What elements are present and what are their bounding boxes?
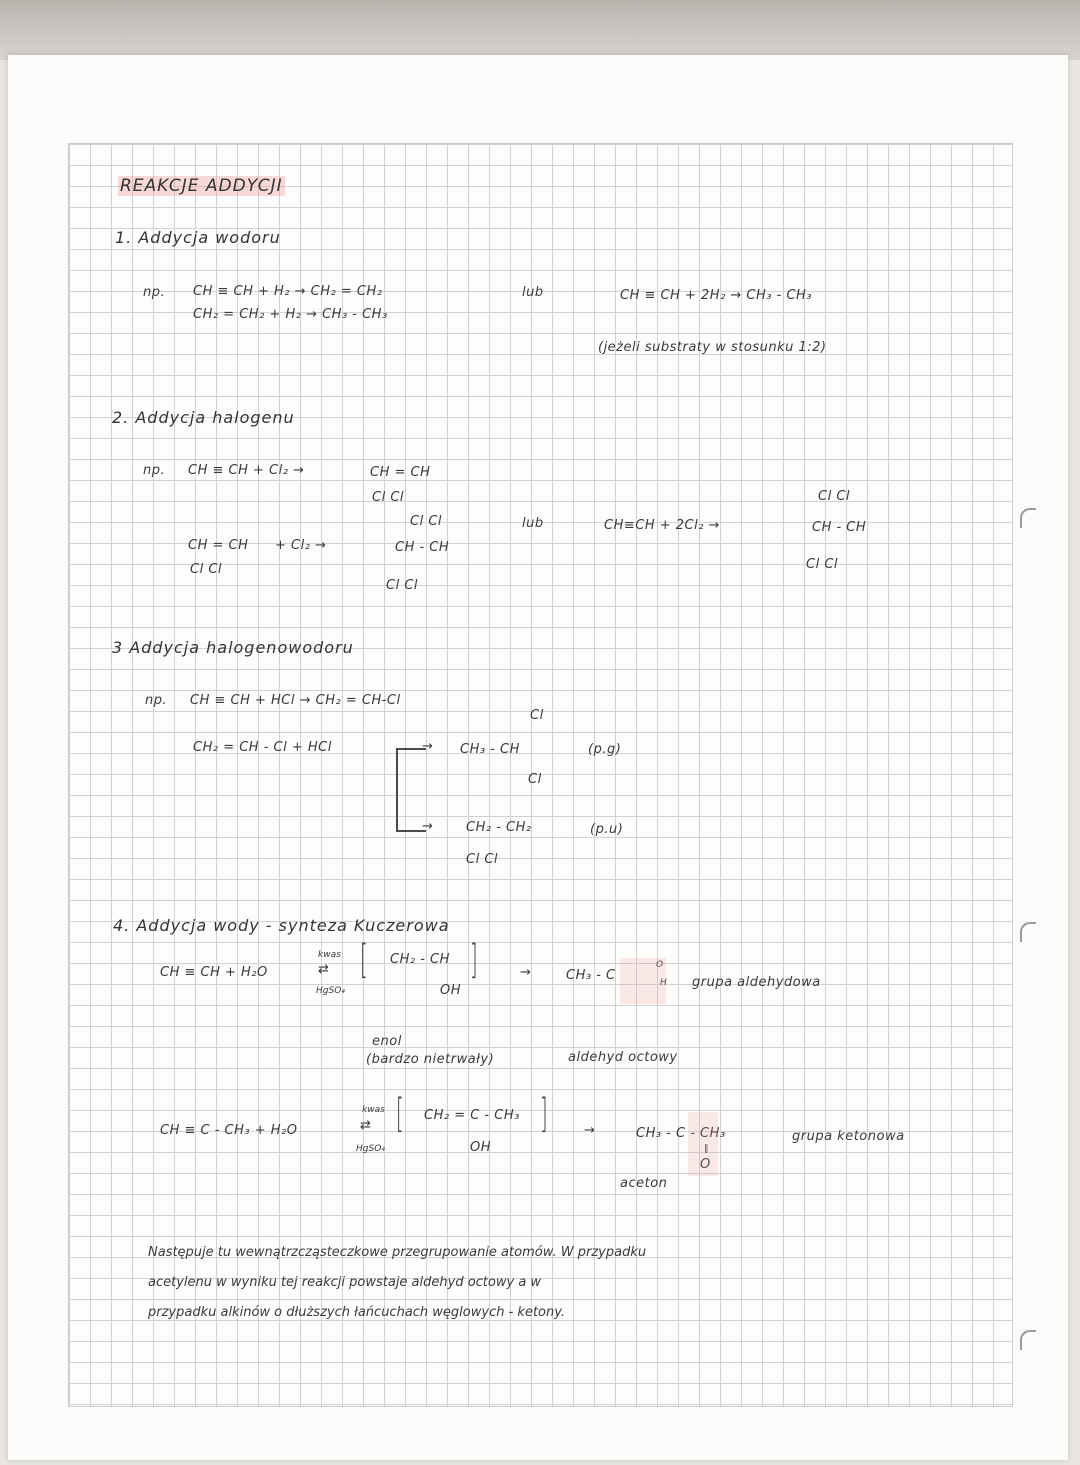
- sec2-eq1-product: CH = CH: [370, 465, 431, 480]
- sec4-eq1-left: CH ≡ CH + H₂O: [160, 965, 268, 980]
- sec2-eq2-product: CH - CH: [395, 540, 450, 555]
- sec4-product1-h: H: [660, 978, 667, 988]
- section-3-heading: 3 Addycja halogenowodoru: [112, 638, 354, 657]
- sec2-eq2-left: CH = CH: [188, 538, 249, 553]
- bracket-left-icon: [: [359, 937, 368, 983]
- sec2-np: np.: [143, 463, 166, 478]
- aldehyde-group-highlight: [620, 958, 666, 1004]
- page-title: REAKCJE ADDYCJI: [120, 176, 283, 196]
- sec4-enol1-oh: OH: [440, 983, 462, 998]
- summary-line-2: acetylenu w wyniku tej reakcji powstaje aldehyd octowy a w: [148, 1275, 542, 1290]
- sec2-eq2-plus: + Cl₂ →: [275, 538, 327, 553]
- sec2-alt-product-bottom: Cl Cl: [806, 557, 839, 572]
- sec2-alt-product: CH - CH: [812, 520, 867, 535]
- sec1-eq2: CH₂ = CH₂ + H₂ → CH₃ - CH₃: [193, 307, 388, 322]
- sec3-product1-note: (p.g): [588, 742, 622, 757]
- sec4-equilibrium-arrow-2: ⇄: [360, 1118, 372, 1133]
- sec2-eq2-product-top: Cl Cl: [410, 514, 443, 529]
- sec4-product1-name: aldehyd octowy: [568, 1050, 678, 1065]
- sec4-arrow-1: →: [520, 965, 532, 980]
- sec2-alt-left: CH≡CH + 2Cl₂ →: [604, 518, 720, 533]
- sec4-product1-group: grupa aldehydowa: [692, 975, 821, 990]
- sec1-np: np.: [143, 285, 166, 300]
- sec1-lub: lub: [522, 285, 544, 300]
- sec4-catalyst-bottom-1: HgSO₄: [316, 986, 345, 996]
- sec4-product2: CH₃ - C - CH₃: [636, 1126, 726, 1141]
- sec4-enol-label: enol: [372, 1034, 402, 1049]
- bracket-right-icon: ]: [469, 937, 478, 983]
- sec4-product1: CH₃ - C: [566, 968, 616, 983]
- binder-hole-mark: [1020, 1330, 1036, 1350]
- sec3-product1-bottom: Cl: [528, 772, 542, 787]
- sec2-eq1-left: CH ≡ CH + Cl₂ →: [188, 463, 305, 478]
- sec2-eq2-left-sub: Cl Cl: [190, 562, 223, 577]
- sec4-product2-group: grupa ketonowa: [792, 1129, 905, 1144]
- sec4-catalyst-top-1: kwas: [318, 950, 341, 960]
- sec3-arrow-2: →: [422, 819, 434, 834]
- sec4-eq2-left: CH ≡ C - CH₃ + H₂O: [160, 1123, 298, 1138]
- sec4-product2-o: O: [700, 1157, 711, 1172]
- sec1-alt-equation: CH ≡ CH + 2H₂ → CH₃ - CH₃: [620, 288, 813, 303]
- sec4-enol1: CH₂ - CH: [390, 952, 450, 967]
- sec4-enol2: CH₂ = C - CH₃: [424, 1108, 520, 1123]
- section-2-heading: 2. Addycja halogenu: [112, 408, 295, 427]
- summary-line-1: Następuje tu wewnątrzcząsteczkowe przegrupowanie atomów. W przypadku: [148, 1245, 647, 1260]
- sec2-eq1-product-sub: Cl Cl: [372, 490, 405, 505]
- binder-hole-mark: [1020, 922, 1036, 942]
- sec4-enol-note: (bardzo nietrwały): [366, 1052, 495, 1067]
- sec3-product2-bottom: Cl Cl: [466, 852, 499, 867]
- binder-hole-mark: [1020, 508, 1036, 528]
- sec3-product2-note: (p.u): [590, 822, 624, 837]
- sec4-product1-o: O: [656, 960, 664, 970]
- sec4-product2-name: aceton: [620, 1176, 668, 1191]
- sec3-product1: CH₃ - CH: [460, 742, 520, 757]
- sec3-arrow-1: →: [422, 739, 434, 754]
- sec3-eq2-left: CH₂ = CH - Cl + HCl: [193, 740, 332, 755]
- sec2-eq2-product-bottom: Cl Cl: [386, 578, 419, 593]
- bracket-right-icon: ]: [539, 1091, 548, 1137]
- sec4-catalyst-bottom-2: HgSO₄: [356, 1144, 385, 1154]
- sec4-arrow-2: →: [584, 1123, 596, 1138]
- sec4-product2-double-bond: ‖: [704, 1144, 709, 1154]
- sec2-alt-product-top: Cl Cl: [818, 489, 851, 504]
- section-1-heading: 1. Addycja wodoru: [115, 228, 281, 247]
- section-4-heading: 4. Addycja wody - synteza Kuczerowa: [113, 916, 450, 935]
- background-top: [0, 0, 1080, 60]
- sec1-note: (jeżeli substraty w stosunku 1:2): [598, 340, 827, 355]
- sec1-eq1: CH ≡ CH + H₂ → CH₂ = CH₂: [193, 284, 383, 299]
- sec3-product1-top: Cl: [530, 708, 544, 723]
- sec4-enol2-oh: OH: [470, 1140, 492, 1155]
- ketone-group-highlight: [688, 1112, 718, 1176]
- sec4-equilibrium-arrow-1: ⇄: [318, 962, 330, 977]
- bracket-left-icon: [: [395, 1091, 404, 1137]
- sec2-lub: lub: [522, 516, 544, 531]
- sec3-np: np.: [145, 693, 168, 708]
- summary-line-3: przypadku alkinów o dłuższych łańcuchach węglowych - ketony.: [148, 1305, 566, 1320]
- sec3-eq1: CH ≡ CH + HCl → CH₂ = CH-Cl: [190, 693, 401, 708]
- sec3-product2: CH₂ - CH₂: [466, 820, 532, 835]
- sec4-catalyst-top-2: kwas: [362, 1105, 385, 1115]
